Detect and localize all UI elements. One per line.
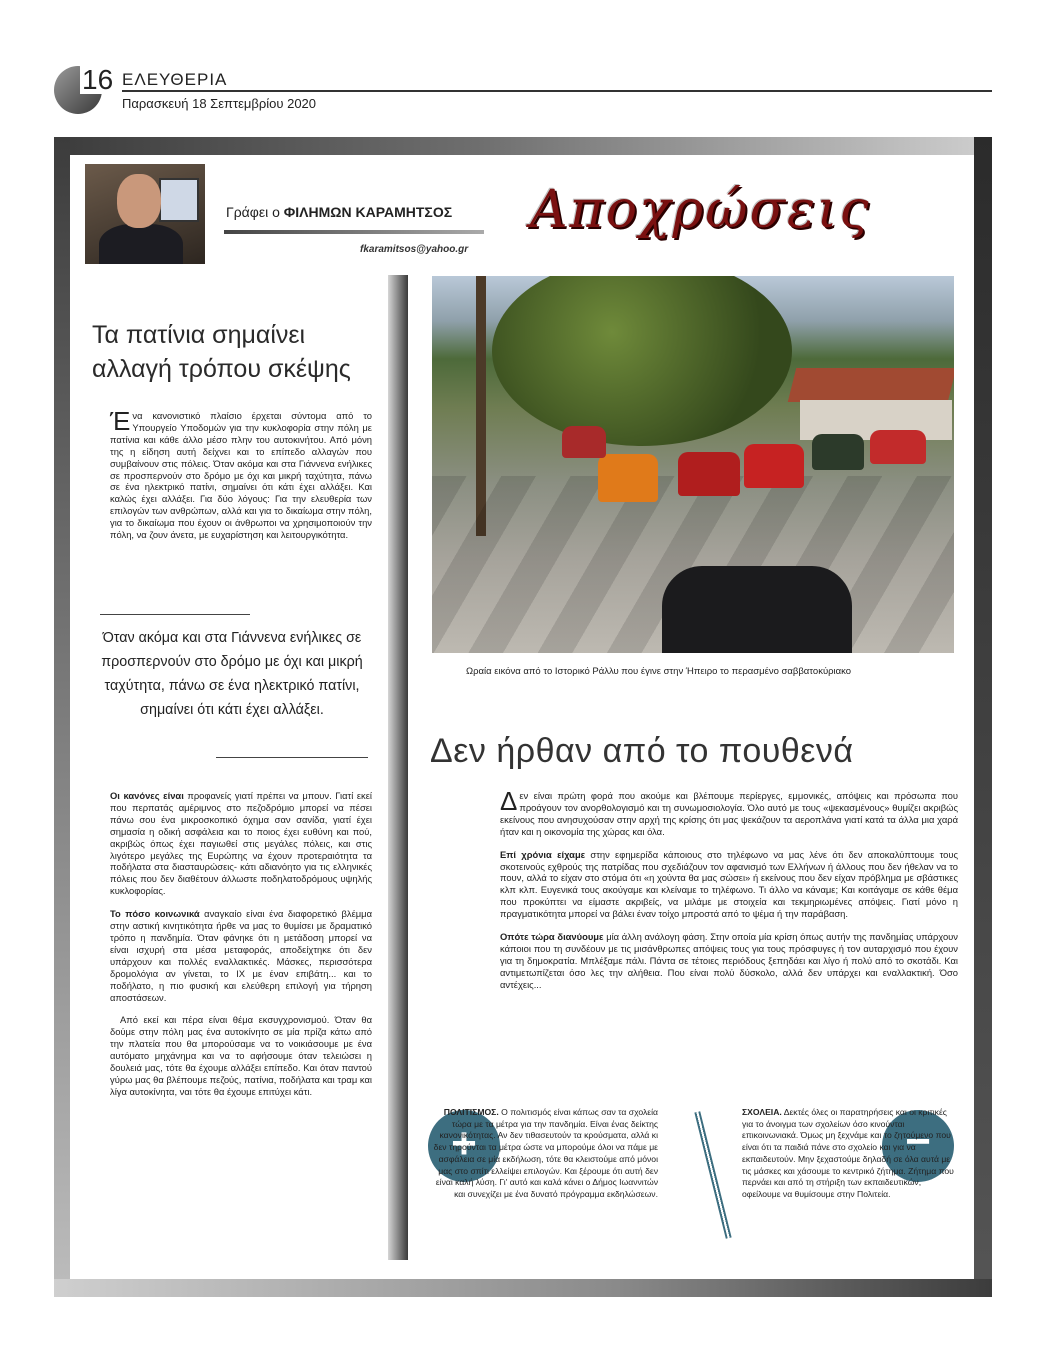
left-dropcap: Έ [110,406,131,436]
left-title-line-1: Τα πατίνια σημαίνει [92,321,306,349]
cons-lead: ΣΧΟΛΕΙΑ. [742,1107,782,1117]
main-article-title: Δεν ήρθαν από το πουθενά [430,732,854,770]
pullquote-rule-top [100,614,250,615]
main-p1-text: εν είναι πρώτη φορά που ακούμε και βλέπουμε περίεργες, εμμονικές, απόψεις και πρόσωπα που προάγουν τον ανορθολογισμό και τη συνωμοσιολογία. Όλο αυτό με τους «ψεκασμένους» θυμίζει ακριβώς εκείνους που ανησυχούσαν στην αρχή της κρίσης ότι μας ψεκάζουν τα αεροπλάνα γιατί κατά τα άλλα μια χαρά ήταν και η οικονομία της χώρας και όλα. [500,790,958,837]
main-p2-lead: Επί χρόνια είχαμε [500,848,586,860]
column-title: Αποχρώσεις [530,180,871,240]
frame-right-bar [974,137,992,1297]
cons-body: Δεκτές όλες οι παρατηρήσεις και οι κριτικές για το άνοιγμα των σχολείων όσο κινούνται επικοινωνιακά. Όμως μη ξεχνάμε και το ζητούμενο που είναι ότι τα παιδιά πάνε στο σχολείο και για να εκπαιδευτούν. Μην ξεχαστούμε δηλαδή σε όλα αυτά με τις μάσκες και χάσουμε το κεντρικό ζήτημα. Ζήτημα που περνάει και από τη στήριξη των εκπαιδευτικών, οφείλουμε να θυμίσουμε στην Πολιτεία. [742,1107,954,1199]
byline-rule [224,230,484,234]
minus-icon: − [882,1110,954,1182]
page-number: 16 [82,64,114,95]
author-photo [85,164,205,264]
rally-photo [432,276,954,653]
byline [226,204,452,220]
author-name: ΦΙΛΗΜΩΝ ΚΑΡΑΜΗΤΣΟΣ [283,204,453,220]
pros-body: Ο πολιτισμός είναι κάπως σαν τα σχολεία τώρα με τα μέτρα για την πανδημία. Είναι ένας δείκτης κανονικότητας. Αν δεν τιθασευτούν τα κρούσματα, αλλά κι δεν τηρούνται τα μέτρα ώστε να μπορούμε όλοι να πάμε με ασφάλεια σε μία εκδήλωση, τότε θα κλειστούμε από μόνοι μας στο σπίτι ελλείψει επιλογών. Και ξέρουμε ότι αυτή δεν είναι καλή λύση. Γι' αυτό και καλά κάνει ο Δήμος Ιωαννιτών και συνεχίζει με ένα δυνατό πρόγραμμα εκδηλώσεων. [433,1107,658,1199]
left-p1-lead: Οι κανόνες είναι [110,790,184,801]
cons-text [742,1107,960,1201]
left-title-line-2: αλλαγή τρόπου σκέψης [92,355,351,383]
main-article-body [500,786,959,1002]
issue-date: Παρασκευή 18 Σεπτεμβρίου 2020 [122,96,317,111]
left-p2-text: αναγκαίο είναι ένα διαφορετικό βλέμμα στην αστική κινητικότητα ήρθε να μας το θυμίσει με δραματικό τρόπο η πανδημία. Όταν φάνηκε ότι η μετάδοση μπορεί να είναι ισχυρή στα μέσα μεταφοράς, αποδείχτηκε ότι δεν υπάρχουν και πολλές εναλλακτικές. Μάσκες, περισσότερα δρομολόγια αν γίνεται, το ΙΧ με έναν επιβάτη... και το ποδήλατο, η πιο φυσική και ελεύθερη επιλογή για τήρηση αποστάσεων. [110,908,373,1003]
left-p2-lead: Το πόσο κοινωνικά [110,908,200,920]
frame-bottom-bar [54,1279,992,1297]
left-p3-text: Από εκεί και πέρα είναι θέμα εκσυγχρονισμού. Όταν θα δούμε στην πόλη μας ένα αυτοκίνητο σε μία πρίζα κάτω από την πλατεία που θα μπορούσαμε να το νοικιάσουμε με ένα αυτόματο μηχάνημα και να το αφήσουμε όταν τελειώσει η δουλειά μας, τότε θα έχουμε αλλάξει επίπεδο. Και όταν παντού γύρω μας θα βλέπουμε πεζούς, πατίνια, ποδήλατα και τραμ και λίγα αυτοκίνητα, ναι τότε θα έχουμε επιτύχει κάτι. [110,1014,372,1097]
pros-lead: ΠΟΛΙΤΙΣΜΟΣ. [443,1107,499,1117]
divider-slash [694,1111,731,1239]
main-dropcap: Δ [500,786,518,816]
pullquote: Όταν ακόμα και στα Γιάννενα ενήλικες σε προσπερνούν στο δρόμο με όχι και μικρή ταχύτητα, πάνω σε ένα ηλεκτρικό πατίνι, σημαίνει ότι κάτι έχει αλλάξει. [101,630,363,718]
plus-icon: + [428,1110,500,1182]
header-rule [122,90,992,92]
left-article-title [92,318,382,386]
pros-text [430,1107,658,1201]
left-intro-text: να κανονιστικό πλαίσιο έρχεται σύντομα από το Υπουργείο Υποδομών για την κυκλοφορία στην πόλη με πατίνια και κάθε άλλο μέσο πλην του αυτοκινήτου. Από μόνη της η είδηση αυτή δείχνει και το επίπεδο αλλαγών που συμβαίνουν στις πόλεις. Όταν ακόμα και στα Γιάννενα ενήλικες σε προσπερνούν στο δρόμο με όχι και μικρή ταχύτητα, πάνω σε ένα ηλεκτρικό πατίνι, σημαίνει ότι κάτι έχει αλλάξει. Και καλώς έχει αλλάξει. Για δύο λόγους: Για την ελευθερία των επιλογών των ανθρώπων, αλλά και για το δικαίωμα στην πόλη, για το δικαίωμα που έχουν οι άνθρωποι να χρησιμοποιούν την πόλη, να ζουν άνετα, με ευχαρίστηση και λειτουργικότητα. [110,410,372,541]
left-article-intro [110,406,372,552]
pullquote-rule-bottom [216,757,368,758]
column-divider [388,275,408,1260]
frame-top-bar [54,137,992,155]
main-p3-text: μία άλλη ανάλογη φάση. Στην οποία μία κρίση όπως αυτήν της πανδημίας υπάρχουν κάποιοι που τη συνδέουν με τις μισάνθρωπες απόψεις τους για τους πρόσφυγες ή τον αυταρχισμό που έχουν για τη δημοκρατία. Μπλέξαμε πάλι. Πάντα σε τέτοιες περιόδους ξεπηδάει και λίγο ή πολύ από το σκοτάδι. Και αντιμετωπίζεται όσο λες την αλήθεια. Που είναι πολύ δύσκολο, αλλά δεν υπάρχει και εναλλακτική. Όσο αντέχεις... [500,931,958,990]
main-p3-lead: Οπότε τώρα διανύουμε [500,931,604,943]
main-p2-text: στην εφημερίδα κάποιους στο τηλέφωνο να μας λένε ότι δεν αποκαλύπτουμε τους σκοτεινούς εχθρούς της πατρίδας που σχεδιάζουν τον αφανισμό των Ελλήνων ή άλλους που δεν ήθελαν να το πουν, αλλά το είχαν στο στόμα ότι «η χούντα θα μας σώσει» ή εκείνους που δεν είχαν πρόβλημα με σβάστικες κλπ κλπ. Ευγενικά τους ακούγαμε και κλείναμε το τηλέφωνο. Τι άλλο να κάναμε; Και κοιτάγαμε σε κάθε θέμα που προκύπτει να είμαστε ακριβείς, να μιλάμε με στοιχεία και τεκμηριωμένες απόψεις. Γιατί μόνο η πραγματικότητα μπορεί να βάλει έναν τοίχο μπροστά από το ψέμα ή την παράβαση. [500,848,959,920]
newspaper-name: ΕΛΕΥΘΕΡΙΑ [122,70,228,89]
photo-caption: Ωραία εικόνα από το Ιστορικό Ράλλυ που έγινε στην Ήπειρο το περασμένο σαββατοκύριακο [466,666,852,677]
left-article-body [110,790,372,1109]
author-email: fkaramitsos@yahoo.gr [360,244,469,255]
frame-left-bar [54,137,70,1297]
byline-prefix: Γράφει ο [226,204,284,220]
left-p1-text: προφανείς γιατί πρέπει να μπουν. Γιατί εκεί που περπατάς αμέριμνος στο πεζοδρόμιο μπορεί να πέσει πάνω σου ένα μικροσκοπικό όχημα σαν σανίδα, γιατί έχει σημασία η οδική ασφάλεια και το ποιος έχει ευθύνη και πού, ακριβώς όπως έχει παγιωθεί στις μεγάλες πόλεις, και στις λιγότερο μεγάλες της Ευρώπης να έχουν προτεραιότητα τα ποδήλατα στα διασταυρώσεις- κάτι αδιανόητο για τις ελληνικές πόλεις που δεν διαθέτουν άλλωστε ποδηλατοδρόμους υψηλής κυκλοφορίας. [110,790,372,897]
